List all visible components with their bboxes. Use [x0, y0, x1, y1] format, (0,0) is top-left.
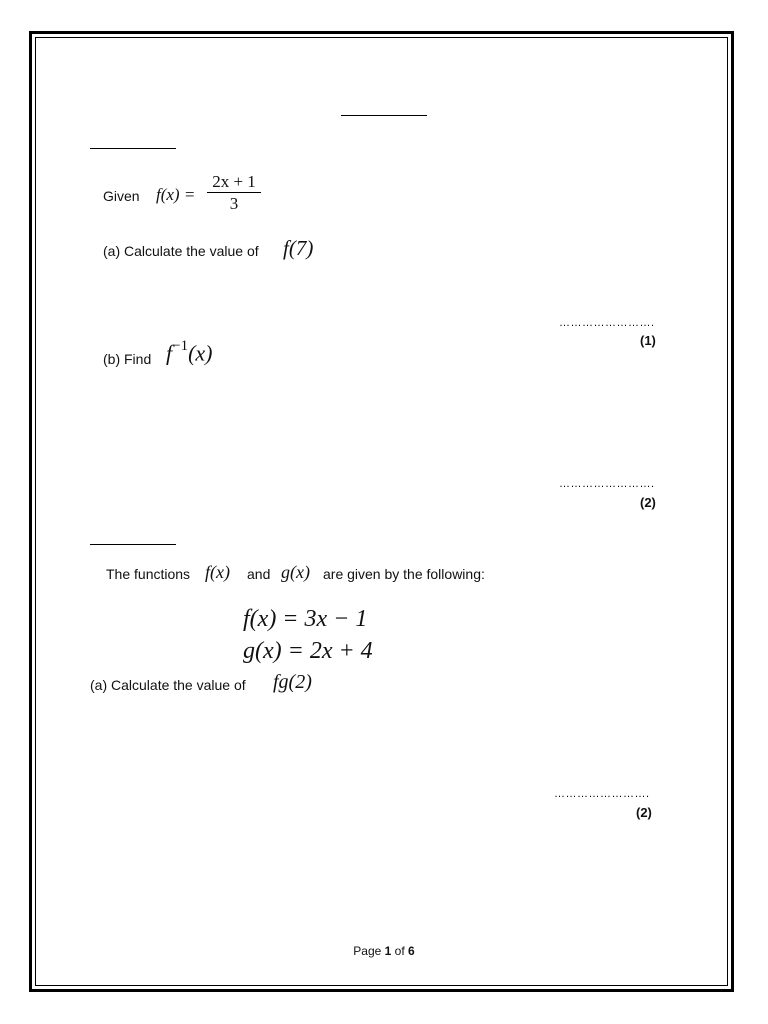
footer-page-total: 6	[408, 944, 415, 958]
q2-intro-and: and	[247, 566, 271, 582]
title-underline	[341, 115, 427, 116]
q1-part-b-answer-line: …………………….	[559, 478, 655, 490]
question-2-heading-underline	[90, 544, 176, 545]
fraction-denominator: 3	[229, 194, 239, 213]
inverse-f: f	[166, 340, 173, 366]
page-footer	[0, 944, 768, 958]
q2-part-a-answer-line: …………………….	[554, 788, 650, 800]
q1-part-b-expression	[166, 340, 213, 366]
q1-part-b-label: (b) Find	[103, 351, 152, 367]
q2-part-a-label: (a) Calculate the value of	[90, 677, 246, 693]
given-label: Given	[103, 188, 140, 204]
q1-part-a-marks: (1)	[640, 333, 656, 348]
page-border-inner	[35, 37, 728, 986]
footer-page-number: 1	[384, 944, 392, 958]
equation-f: f(x) = 3x − 1	[243, 606, 368, 632]
inverse-superscript: −1	[172, 338, 189, 354]
footer-of-word: of	[394, 944, 405, 958]
inverse-argument: (x)	[188, 340, 213, 366]
q2-part-a-expression: fg(2)	[273, 671, 312, 693]
function-f-fraction	[207, 173, 261, 213]
fraction-bar	[207, 192, 261, 193]
q1-part-a-expression: f(7)	[283, 236, 314, 260]
equation-g: g(x) = 2x + 4	[243, 638, 373, 664]
q2-intro-g: g(x)	[281, 562, 310, 582]
q2-intro-f: f(x)	[205, 562, 230, 582]
footer-page-word: Page	[353, 944, 382, 958]
q1-part-a-label: (a) Calculate the value of	[103, 243, 259, 259]
function-f-lhs: f(x) =	[156, 185, 196, 204]
fraction-numerator: 2x + 1	[212, 172, 256, 191]
q2-part-a-marks: (2)	[636, 805, 652, 820]
q1-part-a-answer-line: …………………….	[559, 317, 655, 329]
q2-intro-prefix: The functions	[106, 566, 191, 582]
q2-intro-suffix: are given by the following:	[323, 566, 485, 582]
question-1-heading-underline	[90, 148, 176, 149]
q1-part-b-marks: (2)	[640, 495, 656, 510]
